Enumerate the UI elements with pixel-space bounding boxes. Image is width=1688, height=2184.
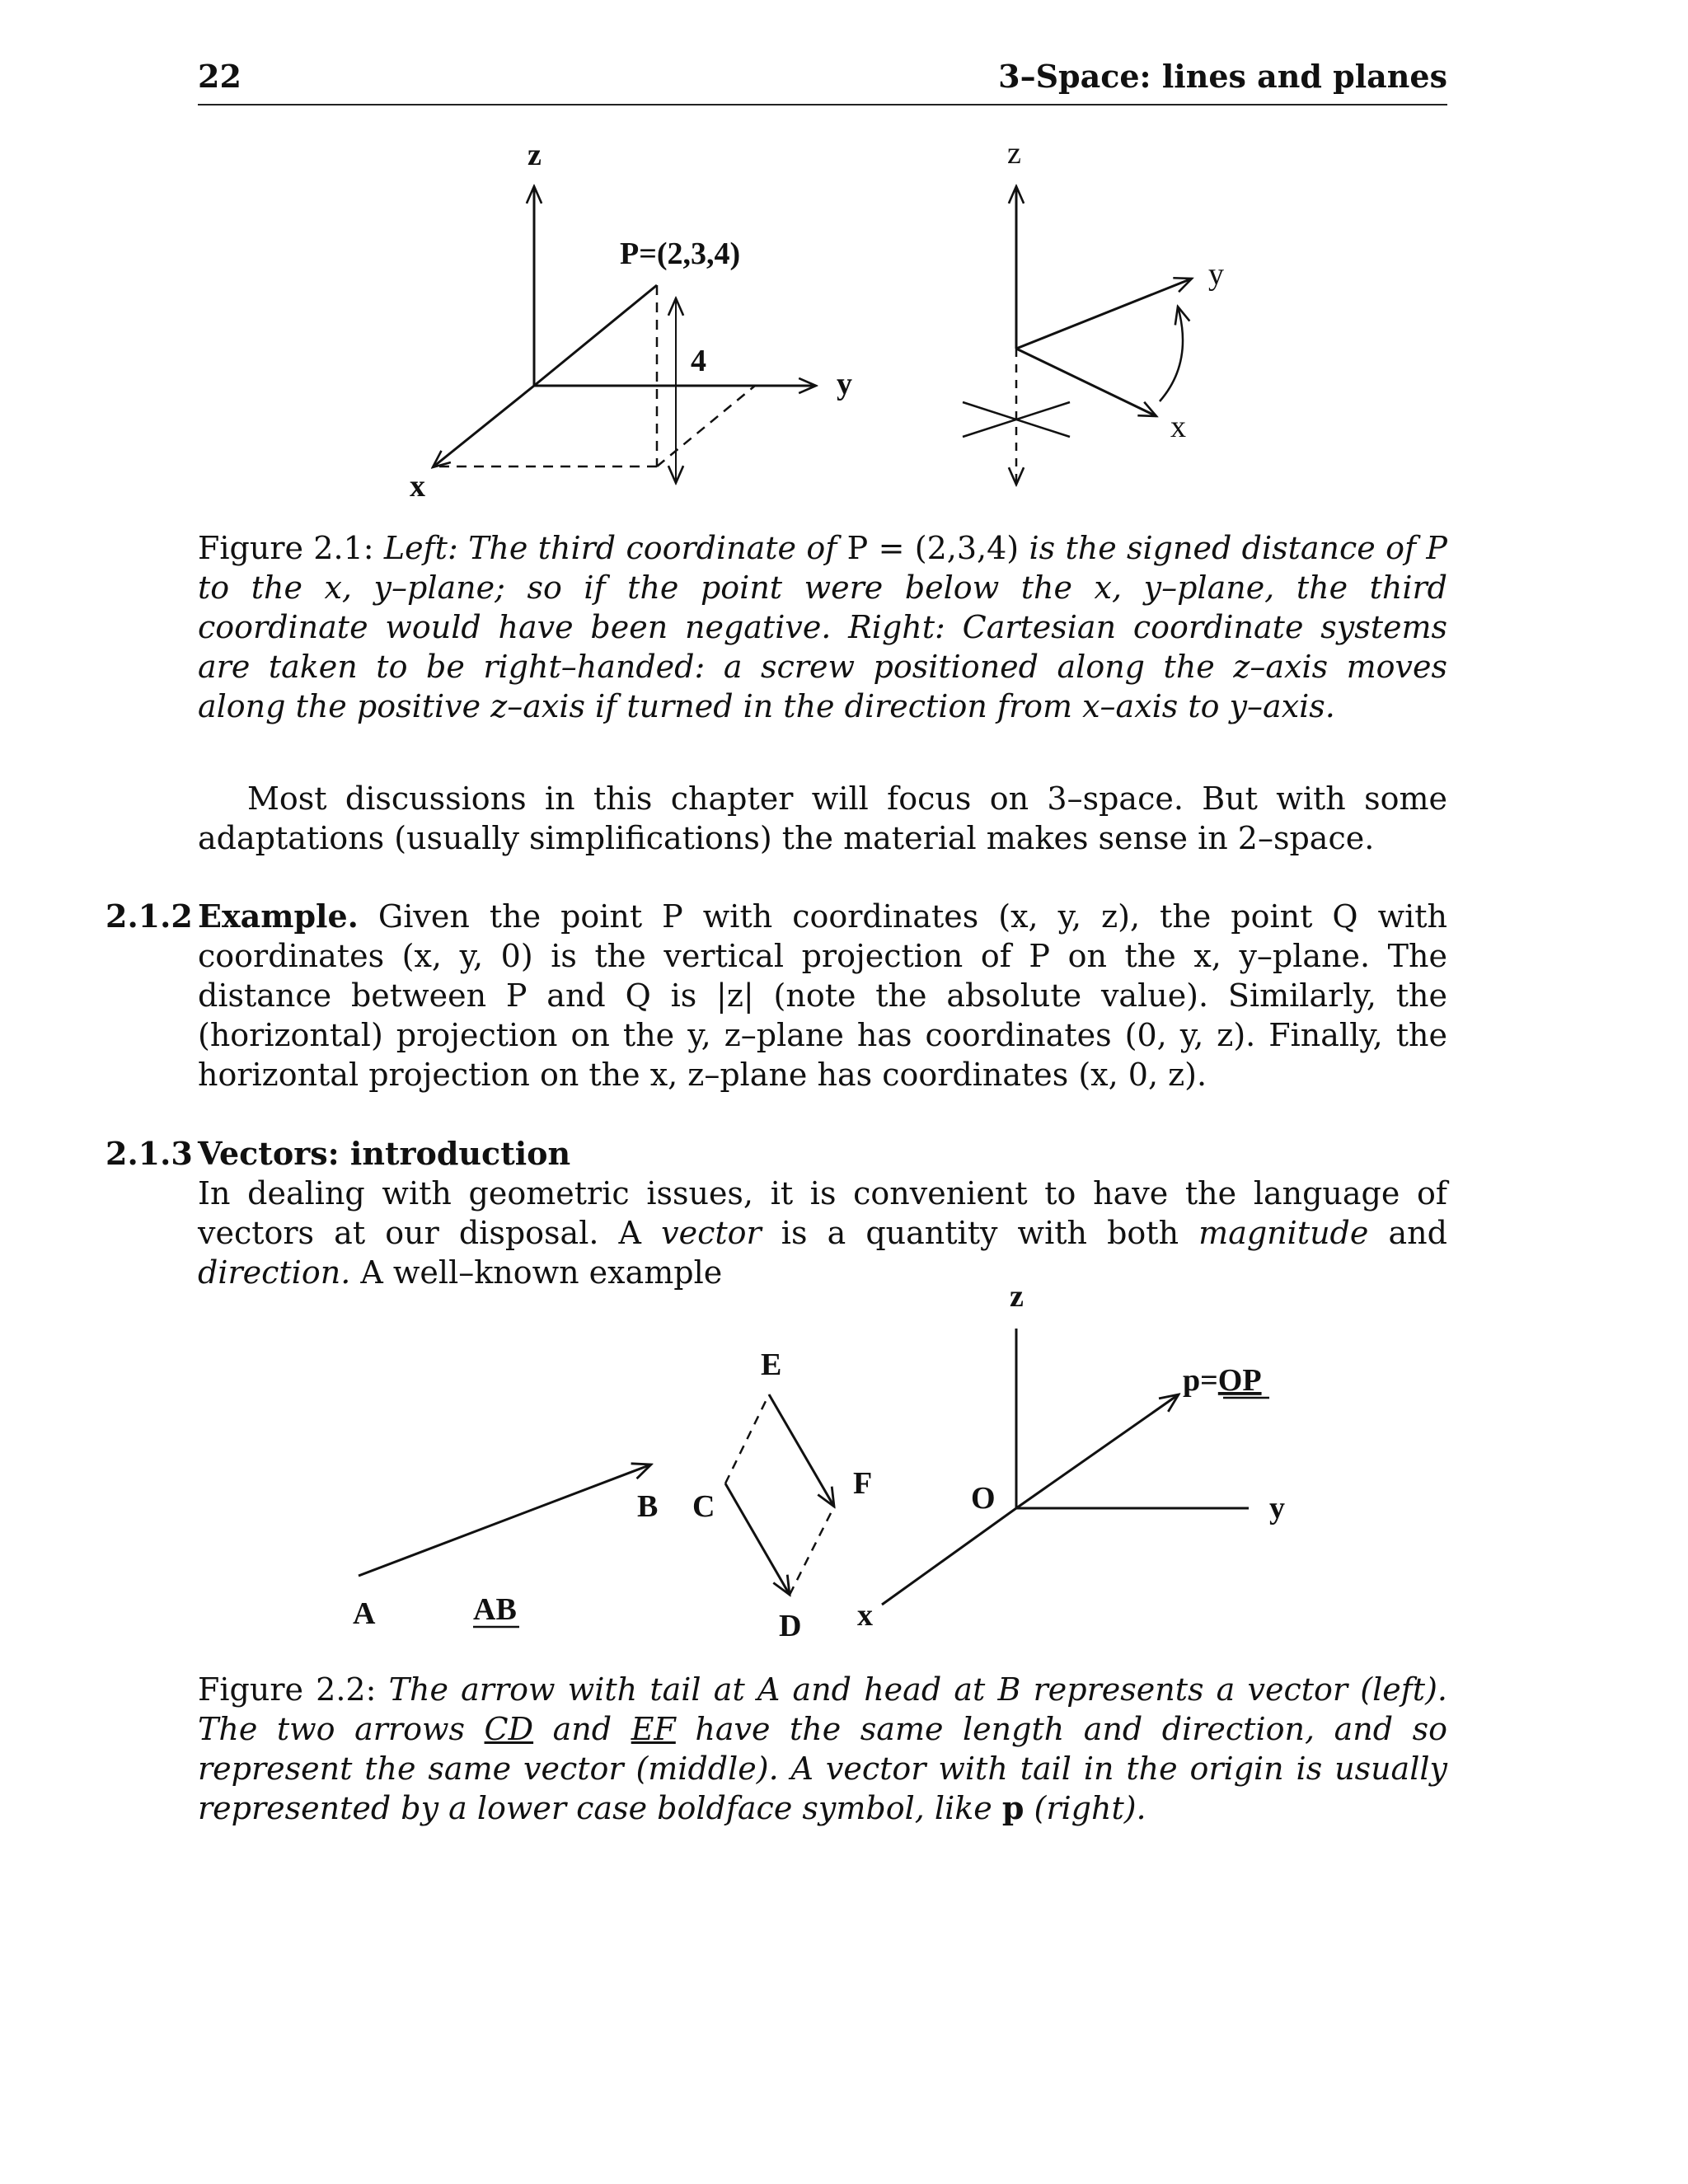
figure-2-1-right	[963, 186, 1192, 485]
label-p-eq-text: p=	[1183, 1363, 1218, 1398]
figure-2-1	[0, 124, 1688, 536]
caption-text-1: Left: The third coordinate of	[383, 530, 837, 566]
figure-2-1-left	[433, 186, 816, 483]
caption-text-1: The arrow with tail at A and head at B represents a vector (left). The two arrows	[198, 1671, 1447, 1747]
section-text-b: is a quantity with both	[781, 1215, 1179, 1251]
label-z-right: z	[1007, 136, 1021, 171]
caption-text-3: have the same length and direction, and so represent the same vector (middle). A vector with tail in the origin is usually represented by a lower case boldface symbol, like	[198, 1711, 1447, 1826]
caption-label: Figure 2.1:	[198, 530, 374, 566]
label-p-eq	[1183, 1363, 1262, 1398]
rotation-arrow	[1160, 307, 1183, 401]
dash-df	[790, 1507, 834, 1595]
label-point-p: P=(2,3,4)	[620, 237, 741, 271]
section-number: 2.1.3	[106, 1135, 193, 1172]
y-axis-line	[1016, 279, 1192, 349]
caption-cd: CD	[484, 1711, 534, 1747]
label-x-fig2: x	[857, 1598, 873, 1633]
vector-p	[1016, 1394, 1179, 1508]
label-y-left: y	[837, 367, 852, 401]
section-title: Vectors: introduction	[198, 1135, 571, 1172]
vector-cd	[725, 1483, 790, 1595]
x-axis-line	[882, 1508, 1016, 1605]
vector-ab	[359, 1465, 651, 1576]
dash-ce	[725, 1394, 769, 1483]
label-x-right: x	[1170, 410, 1186, 444]
figure-2-2-caption	[198, 1670, 1447, 1828]
label-c: C	[692, 1489, 715, 1524]
label-d: D	[779, 1609, 802, 1643]
figure-2-2	[0, 1269, 1688, 1665]
section-text-a: In dealing with geometric issues, it is convenient to have the language of vectors at our disposal. A	[198, 1175, 1447, 1251]
label-op: OP	[1217, 1363, 1262, 1398]
label-z-fig2: z	[1010, 1279, 1024, 1314]
term-vector: vector	[661, 1215, 762, 1251]
x-axis-line	[433, 386, 534, 467]
caption-text-2: is the signed distance of P to the x, y–plane; so if the point were below the x, y–plane, the third coordinate would have been negative. Right: Cartesian coordinate systems are taken to be right–handed: a screw positioned along the z–axis moves along the positive z–axis if turned in the direction from x–axis to y–axis.	[198, 530, 1447, 724]
label-b: B	[637, 1489, 659, 1524]
x-axis-line	[1016, 349, 1156, 416]
label-y-fig2: y	[1269, 1491, 1285, 1526]
label-e: E	[761, 1347, 782, 1382]
example-title: Example.	[198, 898, 359, 935]
label-ab: AB	[473, 1592, 517, 1627]
caption-text-2: and	[552, 1711, 612, 1747]
label-o: O	[971, 1481, 996, 1516]
op-line	[534, 285, 657, 386]
term-direction: direction.	[198, 1254, 351, 1291]
paragraph-intro: Most discussions in this chapter will focus on 3–space. But with some adaptations (usually simplifications) the material makes sense in 2–space.	[198, 780, 1447, 856]
caption-equation: P = (2,3,4)	[846, 530, 1020, 566]
running-title: 3–Space: lines and planes	[998, 58, 1447, 95]
label-x-left: x	[410, 469, 425, 504]
section-text-d: A well–known example	[360, 1254, 723, 1291]
example-2-1-2	[106, 897, 1447, 1094]
caption-p: p	[1001, 1789, 1025, 1826]
figure-2-1-caption	[198, 528, 1447, 726]
label-a: A	[353, 1596, 376, 1631]
page-number: 22	[198, 58, 241, 95]
label-height: 4	[691, 344, 706, 378]
caption-ef: EF	[631, 1711, 676, 1747]
example-text: Given the point P with coordinates (x, y, z), the point Q with coordinates (x, y, 0) is the vertical projection of P on the x, y–plane. The distance between P and Q is |z| (note the absolute value). Similarly, the (horizontal) projection on the y, z–plane has coordinates (0, y, z). Finally, the horizontal projection on the x, z–plane has coordinates (x, 0, z).	[198, 898, 1447, 1093]
label-z-left: z	[528, 138, 542, 172]
running-header	[198, 54, 1447, 105]
caption-text-4: (right).	[1034, 1790, 1146, 1826]
y-parallel-dash	[657, 386, 755, 466]
label-y-right: y	[1208, 257, 1224, 292]
vector-ef	[769, 1394, 834, 1507]
term-magnitude: magnitude	[1198, 1215, 1369, 1251]
section-text-c: and	[1388, 1215, 1447, 1251]
caption-label: Figure 2.2:	[198, 1671, 377, 1708]
example-number: 2.1.2	[106, 898, 193, 935]
label-f: F	[853, 1466, 873, 1501]
section-heading	[106, 1134, 1447, 1174]
